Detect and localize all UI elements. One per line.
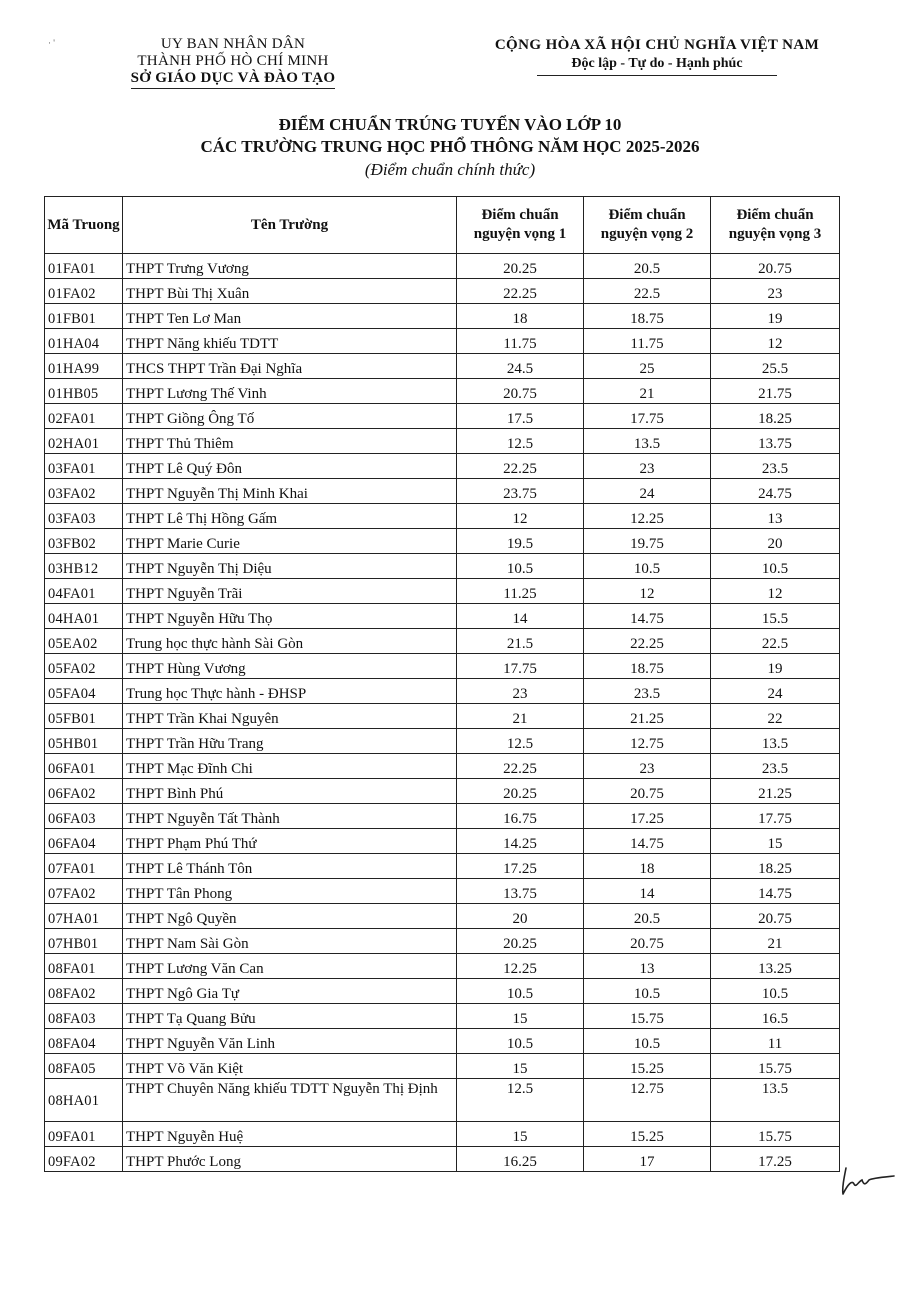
score-nv3-cell: 17.75 (711, 804, 840, 829)
table-row (45, 529, 840, 554)
score-nv3-cell: 13.75 (711, 429, 840, 454)
score-nv3-cell: 11 (711, 1029, 840, 1054)
score-nv2-cell: 11.75 (584, 329, 711, 354)
table-row (45, 1029, 840, 1054)
issuer-header (88, 36, 378, 89)
score-nv2-cell: 14.75 (584, 829, 711, 854)
school-name-cell: THPT Trần Hữu Trang (123, 729, 457, 754)
school-name-cell: THPT Tạ Quang Bửu (123, 1004, 457, 1029)
school-code-cell: 02HA01 (45, 429, 123, 454)
score-nv3-cell: 13.5 (711, 1079, 840, 1122)
school-code-cell: 09FA01 (45, 1122, 123, 1147)
school-code-cell: 08FA05 (45, 1054, 123, 1079)
score-nv3-cell: 16.5 (711, 1004, 840, 1029)
score-nv3-cell: 13 (711, 504, 840, 529)
school-code-cell: 07HB01 (45, 929, 123, 954)
school-code-cell: 08HA01 (45, 1079, 123, 1122)
school-code-cell: 08FA04 (45, 1029, 123, 1054)
table-row (45, 504, 840, 529)
issuer-line-1: UY BAN NHÂN DÂN (160, 36, 306, 52)
school-name-cell: THPT Nguyễn Huệ (123, 1122, 457, 1147)
score-nv3-cell: 20 (711, 529, 840, 554)
school-name-cell: THPT Chuyên Năng khiếu TDTT Nguyễn Thị Định (123, 1079, 457, 1122)
score-nv1-cell: 15 (457, 1054, 584, 1079)
score-nv1-cell: 20 (457, 904, 584, 929)
title-line-1: ĐIỂM CHUẨN TRÚNG TUYỂN VÀO LỚP 10 (278, 115, 622, 134)
school-code-cell: 06FA04 (45, 829, 123, 854)
national-name: CỘNG HÒA XÃ HỘI CHỦ NGHĨA VIỆT NAM (494, 37, 820, 53)
school-code-cell: 03HB12 (45, 554, 123, 579)
school-name-cell: THPT Nam Sài Gòn (123, 929, 457, 954)
score-nv2-cell: 18.75 (584, 304, 711, 329)
table-row (45, 354, 840, 379)
score-nv2-cell: 13 (584, 954, 711, 979)
col-header-nv3: Điểm chuẩn nguyện vọng 3 (711, 197, 840, 254)
table-row (45, 479, 840, 504)
score-nv1-cell: 18 (457, 304, 584, 329)
scan-speck: · ' (48, 38, 55, 48)
score-nv3-cell: 15.75 (711, 1122, 840, 1147)
document-title (0, 114, 900, 181)
school-code-cell: 04HA01 (45, 604, 123, 629)
school-code-cell: 01HA04 (45, 329, 123, 354)
score-nv3-cell: 18.25 (711, 404, 840, 429)
school-code-cell: 01FB01 (45, 304, 123, 329)
score-nv2-cell: 13.5 (584, 429, 711, 454)
school-name-cell: THPT Tân Phong (123, 879, 457, 904)
score-nv1-cell: 14 (457, 604, 584, 629)
table-row (45, 579, 840, 604)
score-nv1-cell: 12.25 (457, 954, 584, 979)
score-nv1-cell: 15 (457, 1004, 584, 1029)
score-nv3-cell: 18.25 (711, 854, 840, 879)
school-name-cell: THPT Bùi Thị Xuân (123, 279, 457, 304)
col-header-nv2: Điểm chuẩn nguyện vọng 2 (584, 197, 711, 254)
school-code-cell: 05FA02 (45, 654, 123, 679)
national-motto: Độc lập - Tự do - Hạnh phúc (537, 55, 776, 76)
score-nv1-cell: 22.25 (457, 279, 584, 304)
score-nv2-cell: 23.5 (584, 679, 711, 704)
school-name-cell: THPT Ten Lơ Man (123, 304, 457, 329)
table-row (45, 704, 840, 729)
school-code-cell: 04FA01 (45, 579, 123, 604)
table-row (45, 379, 840, 404)
title-subtitle: (Điểm chuẩn chính thức) (364, 160, 536, 179)
score-nv2-cell: 24 (584, 479, 711, 504)
school-code-cell: 05FB01 (45, 704, 123, 729)
school-name-cell: THPT Hùng Vương (123, 654, 457, 679)
score-nv1-cell: 20.75 (457, 379, 584, 404)
table-header-row (45, 197, 840, 254)
score-nv1-cell: 14.25 (457, 829, 584, 854)
score-nv1-cell: 23 (457, 679, 584, 704)
score-nv1-cell: 17.75 (457, 654, 584, 679)
score-nv1-cell: 17.5 (457, 404, 584, 429)
score-nv1-cell: 20.25 (457, 779, 584, 804)
table-row (45, 879, 840, 904)
table-row (45, 454, 840, 479)
score-nv1-cell: 13.75 (457, 879, 584, 904)
school-name-cell: Trung học Thực hành - ĐHSP (123, 679, 457, 704)
score-nv3-cell: 15.5 (711, 604, 840, 629)
score-nv2-cell: 15.25 (584, 1054, 711, 1079)
score-nv2-cell: 20.75 (584, 779, 711, 804)
title-line-2: CÁC TRƯỜNG TRUNG HỌC PHỔ THÔNG NĂM HỌC 2025-2026 (200, 137, 700, 156)
score-nv3-cell: 24 (711, 679, 840, 704)
school-code-cell: 01HB05 (45, 379, 123, 404)
score-nv3-cell: 23.5 (711, 754, 840, 779)
table-row (45, 1122, 840, 1147)
score-nv1-cell: 10.5 (457, 1029, 584, 1054)
score-nv1-cell: 22.25 (457, 754, 584, 779)
school-code-cell: 01HA99 (45, 354, 123, 379)
school-name-cell: THPT Lê Thị Hồng Gấm (123, 504, 457, 529)
school-name-cell: THPT Phạm Phú Thứ (123, 829, 457, 854)
school-code-cell: 01FA02 (45, 279, 123, 304)
score-nv2-cell: 17.75 (584, 404, 711, 429)
score-nv1-cell: 24.5 (457, 354, 584, 379)
score-nv3-cell: 23.5 (711, 454, 840, 479)
score-nv1-cell: 19.5 (457, 529, 584, 554)
score-nv3-cell: 12 (711, 329, 840, 354)
issuer-line-3: SỞ GIÁO DỤC VÀ ĐÀO TẠO (131, 70, 336, 89)
school-name-cell: THPT Mạc Đĩnh Chi (123, 754, 457, 779)
col-header-nv1: Điểm chuẩn nguyện vọng 1 (457, 197, 584, 254)
score-nv3-cell: 22 (711, 704, 840, 729)
school-code-cell: 03FB02 (45, 529, 123, 554)
score-nv2-cell: 23 (584, 454, 711, 479)
score-nv2-cell: 25 (584, 354, 711, 379)
school-name-cell: THCS THPT Trần Đại Nghĩa (123, 354, 457, 379)
score-nv1-cell: 12 (457, 504, 584, 529)
issuer-line-2: THÀNH PHỐ HÒ CHÍ MINH (137, 53, 329, 69)
score-nv2-cell: 20.5 (584, 904, 711, 929)
score-nv1-cell: 11.25 (457, 579, 584, 604)
score-nv2-cell: 15.25 (584, 1122, 711, 1147)
score-nv2-cell: 18.75 (584, 654, 711, 679)
score-nv3-cell: 15 (711, 829, 840, 854)
table-row (45, 929, 840, 954)
col-header-school: Tên Trường (123, 197, 457, 254)
score-nv3-cell: 23 (711, 279, 840, 304)
score-nv1-cell: 12.5 (457, 1079, 584, 1122)
school-code-cell: 03FA02 (45, 479, 123, 504)
school-code-cell: 09FA02 (45, 1147, 123, 1172)
school-name-cell: THPT Lê Thánh Tôn (123, 854, 457, 879)
score-nv3-cell: 25.5 (711, 354, 840, 379)
school-code-cell: 06FA02 (45, 779, 123, 804)
table-row (45, 854, 840, 879)
school-name-cell: THPT Marie Curie (123, 529, 457, 554)
school-code-cell: 07FA01 (45, 854, 123, 879)
school-name-cell: THPT Nguyễn Hữu Thọ (123, 604, 457, 629)
score-nv3-cell: 15.75 (711, 1054, 840, 1079)
table-row (45, 954, 840, 979)
score-nv1-cell: 17.25 (457, 854, 584, 879)
school-code-cell: 05EA02 (45, 629, 123, 654)
score-nv3-cell: 21.25 (711, 779, 840, 804)
score-nv1-cell: 11.75 (457, 329, 584, 354)
school-code-cell: 08FA01 (45, 954, 123, 979)
signature-mark (836, 1160, 896, 1200)
score-nv2-cell: 22.5 (584, 279, 711, 304)
table-row (45, 1004, 840, 1029)
score-nv1-cell: 12.5 (457, 429, 584, 454)
score-nv3-cell: 13.5 (711, 729, 840, 754)
table-row (45, 429, 840, 454)
score-nv1-cell: 10.5 (457, 554, 584, 579)
score-nv3-cell: 19 (711, 304, 840, 329)
admission-scores-table (44, 196, 840, 1172)
school-code-cell: 07HA01 (45, 904, 123, 929)
table-row (45, 804, 840, 829)
table-row (45, 754, 840, 779)
school-name-cell: THPT Nguyễn Thị Minh Khai (123, 479, 457, 504)
score-nv3-cell: 20.75 (711, 904, 840, 929)
score-nv2-cell: 21.25 (584, 704, 711, 729)
score-nv3-cell: 21.75 (711, 379, 840, 404)
score-nv2-cell: 10.5 (584, 1029, 711, 1054)
score-nv1-cell: 16.25 (457, 1147, 584, 1172)
score-nv3-cell: 10.5 (711, 554, 840, 579)
table-row (45, 679, 840, 704)
score-nv3-cell: 21 (711, 929, 840, 954)
score-nv3-cell: 13.25 (711, 954, 840, 979)
score-nv2-cell: 14.75 (584, 604, 711, 629)
table-row (45, 279, 840, 304)
score-nv2-cell: 17 (584, 1147, 711, 1172)
score-nv3-cell: 12 (711, 579, 840, 604)
school-name-cell: THPT Năng khiếu TDTT (123, 329, 457, 354)
score-nv1-cell: 21.5 (457, 629, 584, 654)
table-row (45, 1079, 840, 1122)
table-row (45, 554, 840, 579)
score-nv1-cell: 16.75 (457, 804, 584, 829)
school-name-cell: THPT Bình Phú (123, 779, 457, 804)
table-row (45, 729, 840, 754)
score-nv1-cell: 22.25 (457, 454, 584, 479)
table-row (45, 654, 840, 679)
score-nv3-cell: 24.75 (711, 479, 840, 504)
school-name-cell: THPT Lương Văn Can (123, 954, 457, 979)
school-name-cell: THPT Nguyễn Văn Linh (123, 1029, 457, 1054)
school-name-cell: THPT Nguyễn Thị Diệu (123, 554, 457, 579)
table-row (45, 779, 840, 804)
score-nv1-cell: 20.25 (457, 254, 584, 279)
score-nv3-cell: 10.5 (711, 979, 840, 1004)
school-code-cell: 05FA04 (45, 679, 123, 704)
score-nv2-cell: 12.25 (584, 504, 711, 529)
school-name-cell: THPT Lê Quý Đôn (123, 454, 457, 479)
score-nv2-cell: 12 (584, 579, 711, 604)
col-header-code: Mã Truong (45, 197, 123, 254)
school-name-cell: THPT Phước Long (123, 1147, 457, 1172)
score-nv2-cell: 19.75 (584, 529, 711, 554)
score-nv3-cell: 22.5 (711, 629, 840, 654)
school-code-cell: 01FA01 (45, 254, 123, 279)
score-nv2-cell: 21 (584, 379, 711, 404)
score-nv2-cell: 10.5 (584, 979, 711, 1004)
school-name-cell: THPT Trần Khai Nguyên (123, 704, 457, 729)
table-row (45, 829, 840, 854)
school-code-cell: 07FA02 (45, 879, 123, 904)
score-nv2-cell: 17.25 (584, 804, 711, 829)
score-nv2-cell: 20.5 (584, 254, 711, 279)
score-nv1-cell: 10.5 (457, 979, 584, 1004)
score-nv3-cell: 20.75 (711, 254, 840, 279)
score-nv2-cell: 18 (584, 854, 711, 879)
school-name-cell: THPT Võ Văn Kiệt (123, 1054, 457, 1079)
national-motto-header (462, 36, 852, 76)
school-name-cell: THPT Ngô Quyền (123, 904, 457, 929)
school-code-cell: 03FA03 (45, 504, 123, 529)
table-row (45, 254, 840, 279)
score-nv1-cell: 23.75 (457, 479, 584, 504)
table-row (45, 1147, 840, 1172)
score-nv2-cell: 12.75 (584, 729, 711, 754)
table-row (45, 604, 840, 629)
score-nv1-cell: 15 (457, 1122, 584, 1147)
school-code-cell: 06FA03 (45, 804, 123, 829)
school-name-cell: THPT Nguyễn Trãi (123, 579, 457, 604)
school-code-cell: 08FA02 (45, 979, 123, 1004)
table-row (45, 1054, 840, 1079)
score-nv2-cell: 15.75 (584, 1004, 711, 1029)
school-name-cell: THPT Lương Thế Vinh (123, 379, 457, 404)
score-nv2-cell: 22.25 (584, 629, 711, 654)
school-code-cell: 05HB01 (45, 729, 123, 754)
school-name-cell: THPT Giồng Ông Tố (123, 404, 457, 429)
score-nv2-cell: 14 (584, 879, 711, 904)
score-nv3-cell: 14.75 (711, 879, 840, 904)
table-row (45, 304, 840, 329)
school-name-cell: THPT Nguyễn Tất Thành (123, 804, 457, 829)
school-name-cell: THPT Ngô Gia Tự (123, 979, 457, 1004)
score-nv3-cell: 17.25 (711, 1147, 840, 1172)
score-nv1-cell: 21 (457, 704, 584, 729)
score-nv3-cell: 19 (711, 654, 840, 679)
table-row (45, 329, 840, 354)
school-name-cell: Trung học thực hành Sài Gòn (123, 629, 457, 654)
score-nv1-cell: 20.25 (457, 929, 584, 954)
table-row (45, 404, 840, 429)
school-name-cell: THPT Trưng Vương (123, 254, 457, 279)
school-name-cell: THPT Thủ Thiêm (123, 429, 457, 454)
table-body (45, 254, 840, 1172)
score-nv2-cell: 10.5 (584, 554, 711, 579)
table-row (45, 629, 840, 654)
school-code-cell: 06FA01 (45, 754, 123, 779)
score-nv2-cell: 20.75 (584, 929, 711, 954)
score-nv1-cell: 12.5 (457, 729, 584, 754)
table-row (45, 904, 840, 929)
school-code-cell: 03FA01 (45, 454, 123, 479)
school-code-cell: 08FA03 (45, 1004, 123, 1029)
school-code-cell: 02FA01 (45, 404, 123, 429)
score-nv2-cell: 23 (584, 754, 711, 779)
table-row (45, 979, 840, 1004)
score-nv2-cell: 12.75 (584, 1079, 711, 1122)
